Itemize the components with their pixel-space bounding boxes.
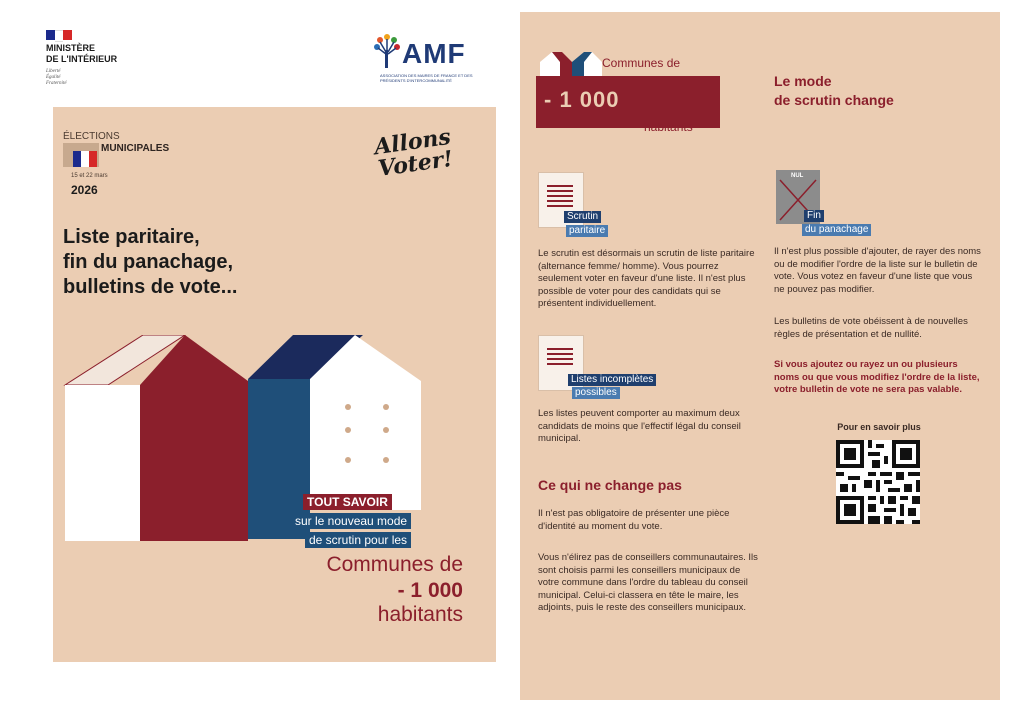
nul-label: NUL — [791, 173, 804, 179]
tout-savoir-tag: TOUT SAVOIR — [303, 494, 392, 510]
ministere-name: MINISTÈRE DE L'INTÉRIEUR — [46, 43, 118, 64]
elections-badge — [63, 131, 183, 201]
listes-incompletes-tag: Listes incomplètes — [568, 374, 656, 386]
amf-logo — [372, 32, 478, 88]
year-label: 2026 — [71, 183, 98, 197]
conseillers-paragraph: Vous n'élirez pas de conseillers communautaires. Ils sont choisis parmi les conseillers municipaux de votre commune dans l'ordre du tableau du conseil municipal. Celui-ci classera en tête le maire, les adjoints, puis le reste des conseillers municipaux. — [538, 552, 758, 613]
scrutin-tag: Scrutin — [564, 211, 601, 223]
population-threshold: - 1 000 — [544, 87, 620, 112]
ministere-motto: Liberté Égalité Fraternité — [46, 69, 67, 86]
houses-illustration — [53, 335, 496, 565]
fin-tag: Fin — [804, 210, 824, 222]
identity-paragraph: Il n'est pas obligatoire de présenter une pièce d'identité au moment du vote. — [538, 508, 730, 532]
nullity-paragraph: Les bulletins de vote obéissent à de nouvelles règles de présentation et de nullité. — [774, 316, 968, 340]
left-flyer-page — [53, 107, 496, 662]
warning-paragraph: Si vous ajoutez ou rayez un ou plusieurs noms ou que vous modifiez l'ordre de la liste, votre bulletin de vote ne sera pas valable. — [774, 359, 980, 395]
tree-icon — [372, 32, 402, 70]
headline: Liste paritaire, fin du panachage, bulletins de vote... — [63, 226, 238, 298]
qr-code-icon[interactable] — [836, 440, 920, 524]
possibles-tag: possibles — [572, 387, 620, 399]
more-info-label: Pour en savoir plus — [837, 422, 921, 432]
french-flag-icon — [46, 30, 72, 40]
nouveau-mode-tag: sur le nouveau mode — [291, 513, 411, 529]
habitants-label: habitants — [644, 120, 693, 134]
scrutin-pour-tag: de scrutin pour les — [305, 532, 411, 548]
scrutin-paragraph: Le scrutin est désormais un scrutin de liste paritaire (alternance femme/ homme). Vous pourrez seulement voter en faveur d'une liste. Il n'est plus possible de voter pour des candidats qui se présentent individuellement. — [538, 248, 755, 309]
section-title-mode: Le mode de scrutin change — [774, 73, 894, 108]
population-threshold: - 1 000 — [397, 579, 463, 602]
paritaire-tag: paritaire — [566, 225, 608, 237]
habitants-label: habitants — [377, 603, 463, 626]
ministere-logo — [46, 30, 186, 90]
amf-wordmark: AMF — [402, 38, 466, 69]
dates-label: 15 et 22 mars — [71, 173, 108, 179]
communes-label: Communes de — [602, 56, 681, 70]
french-flag-icon — [73, 151, 97, 167]
panachage-tag: du panachage — [802, 224, 871, 236]
allons-voter-logo: Allons Voter! — [372, 123, 455, 182]
right-flyer-page — [520, 12, 1000, 700]
panachage-paragraph: Il n'est plus possible d'ajouter, de rayer des noms ou de modifier l'ordre de la liste sur le bulletin de vote. Vous votez en faveur d'une liste que vous ne pouvez pas modifier. — [774, 246, 981, 295]
listes-paragraph: Les listes peuvent comporter au maximum deux candidats de moins que l'effectif légal du conseil municipal. — [538, 408, 741, 444]
section-title-unchanged: Ce qui ne change pas — [538, 477, 682, 493]
amf-subtitle: ASSOCIATION DES MAIRES DE FRANCE ET DES PRÉSIDENTS D'INTERCOMMUNALITÉ — [380, 73, 473, 83]
communes-label: Communes de — [326, 553, 463, 576]
elections-label: ÉLECTIONS — [63, 131, 120, 142]
municipales-label: MUNICIPALES — [101, 143, 170, 154]
